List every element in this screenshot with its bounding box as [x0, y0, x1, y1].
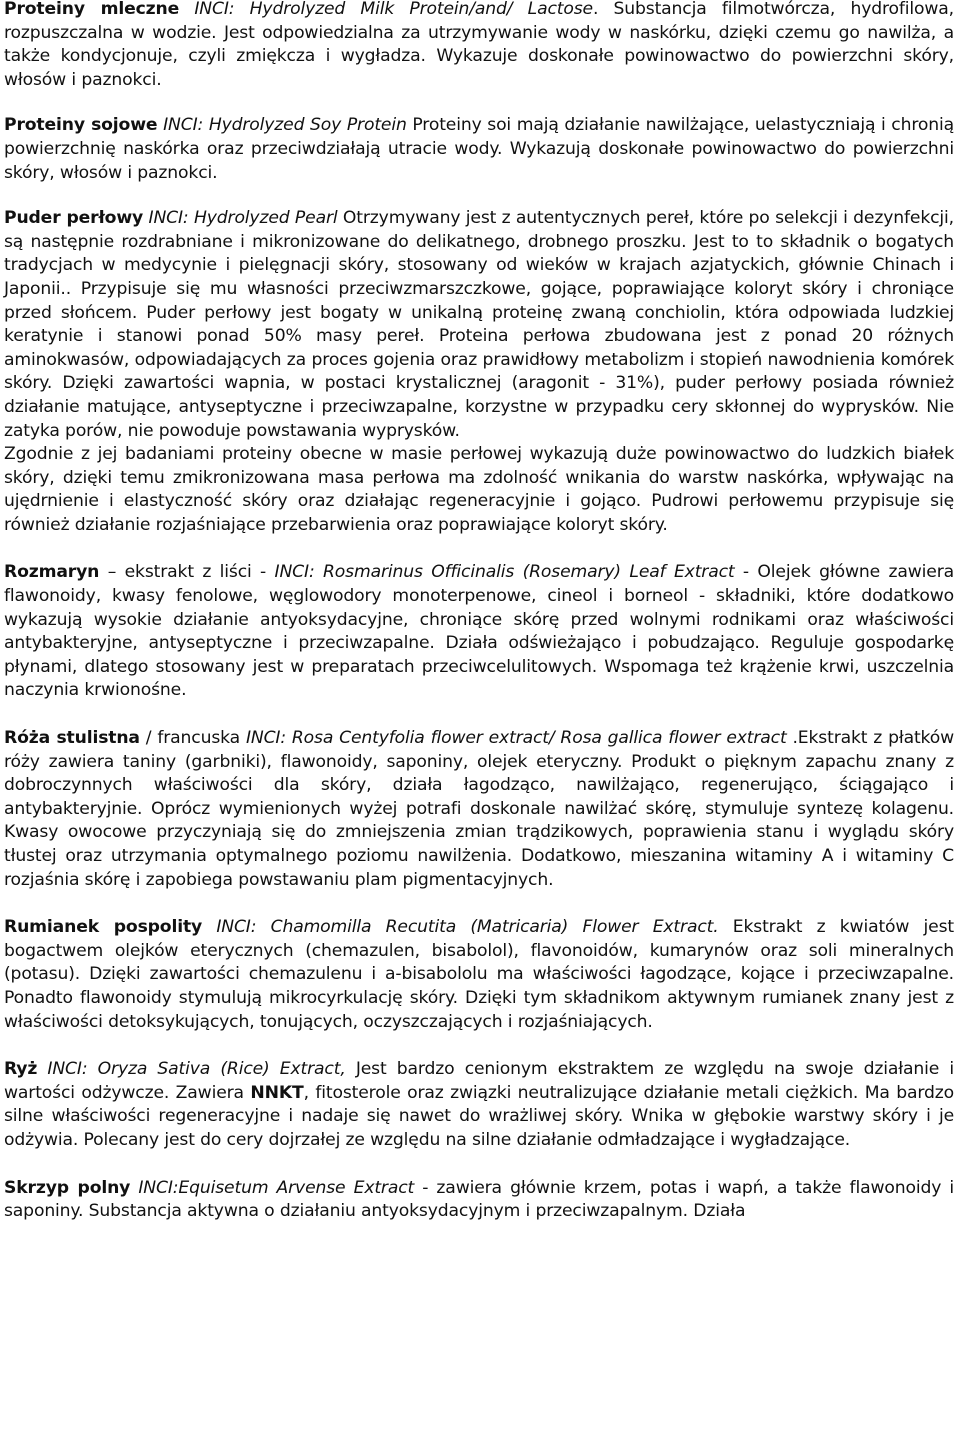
paragraph-chamomile: [4, 916, 954, 1034]
description-text: Proteiny soi mają działanie nawilżające, uelastyczniają i chronią powierzchnię naskórka oraz przeciwdziałają utracie wody. Wykazują doskonałe powinowactwo do powierzchni skóry, włosów i paznokci.: [4, 115, 955, 183]
inci-name: INCI: Rosmarinus Officinalis (Rosemary) Leaf Extract: [274, 562, 735, 583]
description-text: Jest bardzo cenionym ekstraktem ze względu na swoje działanie i wartości odżywcze. Zawiera: [4, 1059, 954, 1103]
ingredient-name: Skrzyp polny: [4, 1177, 131, 1198]
ingredient-name: Rozmaryn: [4, 562, 100, 583]
inci-name: INCI: Rosa Centyfolia flower extract/ Rosa gallica flower extract: [245, 728, 787, 749]
ingredient-name: Puder perłowy: [4, 208, 144, 229]
inci-name: INCI: Hydrolyzed Pearl: [143, 208, 338, 229]
paragraph-milk-protein: [4, 0, 954, 92]
paragraph-rice: [4, 1058, 954, 1152]
description-text: Otrzymywany jest z autentycznych pereł, które po selekcji i dezynfekcji, są następnie rozdrabniane i mikronizowane do delikatnego, drobnego proszku. Jest to to składnik o bogatych tradycjach w medycynie i pielęgnacji skóry, stosowany od wieków w krajach azjatyckich, głównie Chinach i Japonii.. Przypisuje się mu własności przeciwzmarszczkowe, gojące, poprawiające koloryt skóry i chroniące przed słońcem. Puder perłowy jest bogaty w unikalną proteinę zwaną conchiolin, która odpowiada ludzkiej keratynie i stanowi ponad 50% masy pereł. Proteina perłowa zbudowana jest z ponad 20 różnych aminokwasów, odpowiadających za proces gojenia oraz prawidłowy metabolizm i stopień nawodnienia komórek skóry. Dzięki zawartości wapnia, w postaci krystalicznej (aragonit - 31%), puder perłowy posiada również działanie matujące, antyseptyczne i przeciwzapalne, korzystne w przypadku cery skłonnej do wyprysków. Nie zatyka porów, nie powoduje powstawania wyprysków.: [4, 208, 954, 441]
description-prefix: – ekstrakt z liści -: [99, 562, 275, 583]
description-text: .Ekstrakt z płatków róży zawiera taniny (garbniki), flawonoidy, saponiny, olejek eteryczny. Produkt o pięknym zapachu znany z dobroczynnych właściwości dla skóry, działa łagodząco, nawilżająco, regenerująco, ściągająco i antybakteryjnie. Oprócz wymienionych wyżej potrafi doskonale nawilżać skórę, stymuluje syntezę kolagenu. Kwasy owocowe przyczyniają się do zmniejszenia zmian trądzikowych, poprawienia stanu i wyglądu skóry tłustej oraz utrzymania optymalnego poziomu nawilżenia. Dodatkowo, mieszanina witaminy A i witaminy C rozjaśnia skórę i zapobiega powstawaniu plam pigmentacyjnych.: [4, 728, 955, 890]
inci-name: INCI: Hydrolyzed Soy Protein: [157, 115, 407, 136]
paragraph-pearl-powder: [4, 207, 954, 443]
ingredient-name: Proteiny sojowe: [4, 115, 158, 136]
description-text: Zgodnie z jej badaniami proteiny obecne w masie perłowej wykazują duże powinowactwo do ludzkich białek skóry, dzięki temu zmikronizowana masa perłowa ma zdolność wnikania do warstw naskórka, wpływając na ujędrnienie i elastyczność skóry oraz działając regeneracyjnie i gojąco. Pudrowi perłowemu przypisuje się również działanie rozjaśniające przebarwienia oraz poprawiające koloryt skóry.: [4, 444, 954, 535]
ingredient-name: Róża stulistna: [4, 728, 140, 749]
paragraph-rose: [4, 727, 954, 892]
inci-name: INCI:Equisetum Arvense Extract: [130, 1177, 415, 1198]
description-text: - zawiera głównie krzem, potas i wapń, a także flawonoidy i saponiny. Substancja aktywna o działaniu antyoksydacyjnym i przeciwzapalnym. Działa: [4, 1177, 954, 1222]
highlighted-term: NNKT: [250, 1082, 304, 1103]
paragraph-horsetail: [4, 1177, 954, 1224]
inci-name: INCI: Chamomilla Recutita (Matricaria) Flower Extract.: [202, 917, 719, 938]
ingredient-name: Ryż: [4, 1059, 38, 1080]
ingredient-name: Rumianek pospolity: [4, 917, 203, 938]
inci-name: INCI: Oryza Sativa (Rice) Extract,: [37, 1059, 346, 1080]
paragraph-pearl-research: [4, 443, 954, 537]
ingredient-name: Proteiny mleczne: [4, 0, 180, 19]
description-text: - Olejek główne zawiera flawonoidy, kwasy fenolowe, węglowodory monoterpenowe, cineol i borneol - składniki, które dodatkowo wykazują wysokie działanie antyoksydacyjne, chroniące skórę przed wolnymi rodnikami oraz właściwości antybakteryjne, antyseptyczne i przeciwzapalne. Działa odświeżająco i pobudzająco. Reguluje gospodarkę płynami, dlatego stosowany jest w preparatach przeciwcelulitowych. Wspomaga też krążenie krwi, uszczelnia naczynia krwionośne.: [4, 562, 954, 701]
paragraph-soy-protein: [4, 114, 954, 185]
description-text: Ekstrakt z kwiatów jest bogactwem olejków eterycznych (chemazulen, bisabolol), flavonoidów, kumarynów oraz soli mineralnych (potasu). Dzięki zawartości chemazulenu i a-bisabololu ma właściwości łagodzące, kojące i przeciwzapalne. Ponadto flawonoidy stymulują mikrocyrkulację skóry. Dzięki tym składnikom aktywnym rumianek znany jest z właściwości detoksykujących, tonujących, oczyszczających i rozjaśniających.: [4, 917, 955, 1032]
description-text: , fitosterole oraz związki neutralizujące działanie metali ciężkich. Ma bardzo silne właściwości regeneracyjne i nadaje się nawet do wrażliwej skóry. Wnika w głębokie warstwy skóry i je odżywia. Polecany jest do cery dojrzałej ze względu na silne działanie odmładzające i wygładzające.: [4, 1082, 954, 1150]
paragraph-rosemary: [4, 561, 954, 703]
description-prefix: / francuska: [139, 728, 246, 749]
inci-name: INCI: Hydrolyzed Milk Protein/and/ Lactose: [179, 0, 593, 19]
description-text: . Substancja filmotwórcza, hydrofilowa, rozpuszczalna w wodzie. Jest odpowiedzialna za utrzymywanie wody w naskórku, dzięki czemu go nawilża, a także kondycjonuje, czyli zmiękcza i wygładza. Wykazuje doskonałe powinowactwo do powierzchni skóry, włosów i paznokci.: [4, 0, 954, 90]
